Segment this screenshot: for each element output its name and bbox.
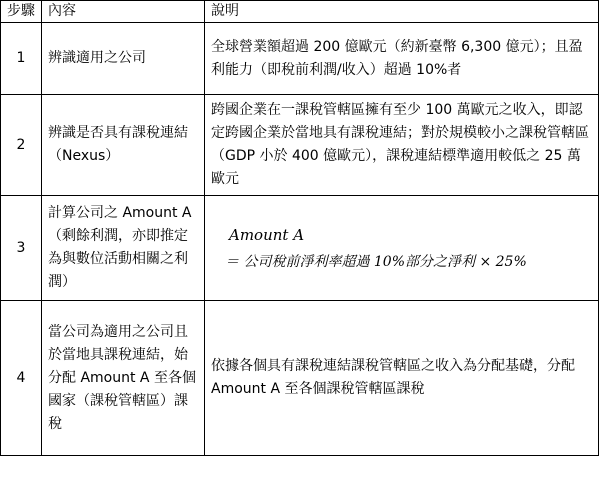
table-row (1, 301, 599, 456)
step-content: 當公司為適用之公司且於當地具課稅連結，始分配 Amount A 至各個國家（課稅管轄區）課稅 (42, 301, 205, 456)
step-content: 計算公司之 Amount A（剩餘利潤，亦即推定為與數位活動相關之利潤） (42, 196, 205, 301)
step-description: 依據各個具有課稅連結課稅管轄區之收入為分配基礎，分配 Amount A 至各個課稅管轄區課稅 (205, 301, 599, 456)
step-description: 全球營業額超過 200 億歐元（約新臺幣 6,300 億元）；且盈利能力（即稅前利潤/收入）超過 10%者 (205, 23, 599, 95)
formula-expression: ＝ 公司稅前淨利率超過 10%部分之淨利 × 25% (225, 254, 527, 270)
step-number: 2 (1, 95, 42, 196)
table-row (1, 196, 599, 301)
step-formula (205, 196, 599, 301)
step-content: 辨識是否具有課稅連結（Nexus） (42, 95, 205, 196)
step-description: 跨國企業在一課稅管轄區擁有至少 100 萬歐元之收入，即認定跨國企業於當地具有課稅連結；對於規模較小之課稅管轄區（GDP 小於 400 億歐元），課稅連結標準適用較低之 25 萬歐元 (205, 95, 599, 196)
step-number: 4 (1, 301, 42, 456)
table-row (1, 95, 599, 196)
table-row (1, 23, 599, 95)
step-number: 3 (1, 196, 42, 301)
header-step: 步驟 (1, 1, 42, 23)
step-number: 1 (1, 23, 42, 95)
header-content: 內容 (42, 1, 205, 23)
formula-title: Amount A (229, 226, 305, 244)
header-description: 說明 (205, 1, 599, 23)
step-content: 辨識適用之公司 (42, 23, 205, 95)
table-header-row (1, 1, 599, 23)
